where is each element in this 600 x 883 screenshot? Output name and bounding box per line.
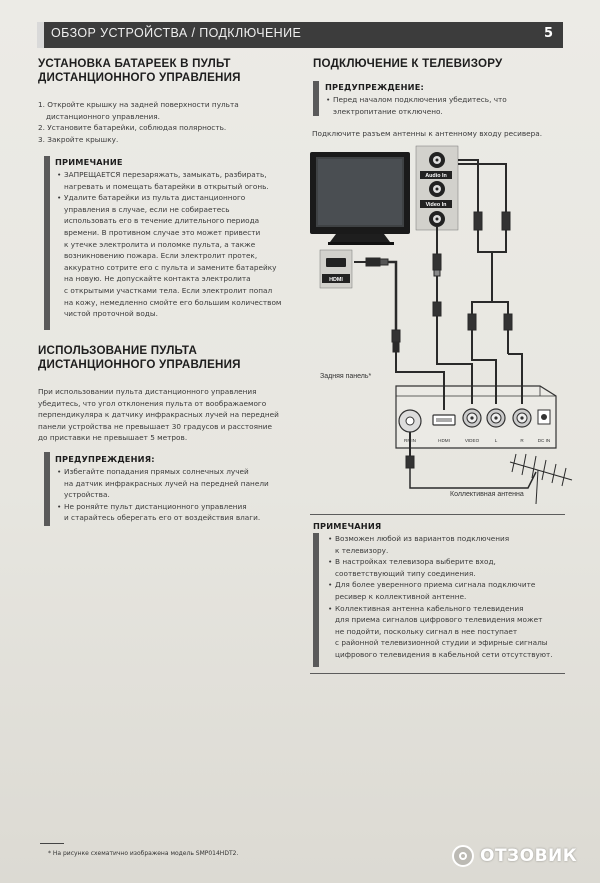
otzovik-wordmark: ОТЗОВИК: [480, 846, 578, 866]
battery-step-2: 2. Установите батарейки, соблюдая полярность.: [38, 123, 227, 133]
page-number: 5: [543, 26, 553, 41]
note-b1-l1: ЗАПРЕЩАЕТСЯ перезаряжать, замыкать, разбирать,: [64, 170, 267, 179]
battery-steps: [38, 99, 239, 145]
footnote: * На рисунке схематично изображена модель SMP014HDT2.: [48, 850, 239, 857]
video-cable: [433, 227, 441, 342]
notes-b2-l1: В настройках телевизора выберите вход,: [335, 557, 496, 567]
notes-bar: [313, 533, 319, 667]
tv-warning-bullet: • Перед началом подключения убедитесь, что электропитание отключено.: [326, 95, 507, 116]
battery-step-1b: дистанционного управления.: [46, 111, 160, 121]
tv-hdmi-label: HDMI: [329, 277, 343, 283]
warnings-heading: ПРЕДУПРЕЖДЕНИЯ:: [55, 454, 155, 464]
notes-b3-l2: ресивер к коллективной антенне.: [335, 591, 467, 601]
note-bullet-1: • ЗАПРЕЩАЕТСЯ перезаряжать, замыкать, разбирать, нагревать и помещать батарейки в открытый огонь.: [57, 169, 297, 192]
note-b2-l1: Удалите батарейки из пульта дистанционного: [64, 193, 246, 203]
warnings-bar: [44, 452, 50, 526]
battery-step-1: 1. Откройте крышку на задней поверхности пульта: [38, 100, 239, 109]
note-heading: ПРИМЕЧАНИЕ: [55, 157, 123, 167]
notes-bullet-1: • Возможен любой из вариантов подключения к телевизору.: [328, 533, 568, 556]
tv-heading: ПОДКЛЮЧЕНИЕ К ТЕЛЕВИЗОРУ: [313, 57, 503, 70]
header-accent: [37, 22, 44, 48]
note-b2-l8: на новую. Не допускайте контакта электролита: [64, 274, 251, 284]
port-dcin-label: DC IN: [537, 438, 551, 443]
tv-warn-l1: Перед началом подключения убедитесь, что: [333, 95, 507, 104]
notes-bottom-rule: [310, 673, 565, 674]
footnote-rule: [40, 843, 64, 844]
audio-cables: [458, 160, 512, 354]
video-in-label: Video In: [425, 202, 447, 208]
otzovik-watermark: [452, 843, 592, 871]
notes-bullet-4: • Коллективная антенна кабельного телевидения для приема сигналов цифрового телевидения может не подойти, поскольку сигнал в нее поступает с районной телевизионной студии и эфирные сигналы цифрового телевидения в кабельной сети отсутствуют.: [328, 603, 568, 661]
tv-av-panel: [416, 146, 458, 230]
notes-b3-l1: Для более уверенного приема сигнала подключите: [335, 580, 536, 590]
note-b2-l3: использовать его в течение длительного периода: [64, 216, 260, 226]
tv-warning-heading: ПРЕДУПРЕЖДЕНИЕ:: [325, 82, 424, 92]
remote-body-l2: убедитесь, что угол отклонения пульта от воображаемого: [38, 398, 267, 408]
remote-body-l4: панели устройства не превышает 30 градусов и расстояние: [38, 421, 273, 431]
remote-body: [38, 386, 300, 444]
notes-text: [328, 533, 568, 661]
notes-b1-l2: к телевизору.: [335, 545, 389, 555]
note-b2-l7: аккуратно сотрите его с пульта и замените батарейку: [64, 262, 277, 272]
port-r-label: R: [520, 438, 524, 443]
notes-b4-l1: Коллективная антенна кабельного телевидения: [335, 603, 524, 613]
battery-step-3: 3. Закройте крышку.: [38, 134, 119, 144]
note-bullet-2: • Удалите батарейки из пульта дистанционного управления в случае, если не собираетесь использовать его в течение длительного периода времени. В противном случае это может привести к утечке электролита и поломке пульта, а также возникновению пожара. Если электролит протек, аккуратно сотрите его с пульта и замените батарейку на новую. Не допускайте контакта электролита с открытыми участками тела. Если электролит попал на кожу, немедленно смойте его большим количеством чистой проточной воды.: [57, 192, 297, 320]
warn-b2-l1: Не роняйте пульт дистанционного управления: [64, 501, 247, 511]
warnings-bullet-2: • Не роняйте пульт дистанционного управления и старайтесь оберегать его от воздействия влаги.: [57, 501, 297, 524]
tv-hdmi-port: [320, 250, 352, 288]
note-bar: [44, 156, 50, 330]
remote-body-l5: до приставки не превышает 5 метров.: [38, 433, 188, 443]
warn-b1-l1: Избегайте попадания прямых солнечных лучей: [64, 467, 249, 476]
note-b2-l11: чистой проточной воды.: [64, 309, 158, 319]
notes-heading: ПРИМЕЧАНИЯ: [313, 521, 382, 531]
remote-heading-line2: ДИСТАНЦИОННОГО УПРАВЛЕНИЯ: [38, 358, 241, 371]
battery-heading: [38, 57, 241, 85]
note-b2-l6: возникновению пожара. Если электролит протек,: [64, 251, 258, 261]
rear-panel-label: Задняя панель*: [320, 373, 372, 380]
note-b2-l2: управления в случае, если не собираетесь: [64, 204, 230, 214]
warn-b2-l2: и старайтесь оберегать его от воздействия влаги.: [64, 513, 261, 523]
notes-bullet-2: • В настройках телевизора выберите вход, соответствующий типу соединения.: [328, 556, 568, 579]
tv-warning-bar: [313, 81, 319, 116]
port-rfin-label: RF IN: [404, 438, 416, 443]
battery-heading-line1: УСТАНОВКА БАТАРЕЕК В ПУЛЬТ: [38, 57, 231, 70]
warn-b1-l2: на датчик инфракрасных лучей на передней панели: [64, 478, 269, 488]
remote-heading-line1: ИСПОЛЬЗОВАНИЕ ПУЛЬТА: [38, 344, 198, 357]
otzovik-logo-icon: [452, 845, 474, 867]
note-b2-l5: к утечке электролита и поломке пульта, а также: [64, 239, 256, 249]
notes-b4-l3: не подойти, поскольку сигнал в нее поступает: [335, 626, 518, 636]
connection-diagram: [300, 142, 590, 510]
note-b2-l9: с открытыми участками тела. Если электролит попал: [64, 285, 273, 295]
section-title: ОБЗОР УСТРОЙСТВА / ПОДКЛЮЧЕНИЕ: [51, 26, 302, 40]
receiver-illustration: [396, 386, 556, 448]
port-l-label: L: [494, 438, 498, 443]
remote-body-l3: перпендикуляра к датчику инфракрасных лучей на передней: [38, 410, 279, 420]
tv-warn-l2: электропитание отключено.: [333, 106, 443, 116]
warn-b1-l3: устройства.: [64, 490, 110, 500]
notes-b4-l4: с районной телевизионной студии и эфирные сигналы: [335, 638, 548, 648]
notes-b4-l5: цифрового телевидения в кабельной сети отсутствуют.: [335, 649, 553, 659]
port-video-label: VIDEO: [464, 438, 480, 443]
audio-in-label: Audio In: [425, 173, 447, 179]
page-header: [37, 22, 563, 48]
tv-illustration: [310, 152, 410, 245]
remote-body-l1: При использовании пульта дистанционного управления: [38, 387, 257, 396]
notes-top-rule: [310, 514, 565, 515]
warnings-bullet-1: • Избегайте попадания прямых солнечных лучей на датчик инфракрасных лучей на передней панели устройства.: [57, 466, 297, 501]
notes-bullet-3: • Для более уверенного приема сигнала подключите ресивер к коллективной антенне.: [328, 579, 568, 602]
notes-b2-l2: соответствующий типу соединения.: [335, 568, 476, 578]
warnings-text: [57, 466, 297, 524]
notes-b1-l1: Возможен любой из вариантов подключения: [335, 534, 510, 543]
tv-warning-text: [326, 94, 507, 117]
note-b2-l10: на кожу, немедленно смойте его большим количеством: [64, 297, 282, 307]
note-b1-l2: нагревать и помещать батарейки в открытый огонь.: [64, 181, 269, 191]
remote-heading: [38, 344, 241, 372]
antenna-instruction: Подключите разъем антенны к антенному входу ресивера.: [312, 129, 543, 138]
note-text: [57, 169, 297, 320]
notes-b4-l2: для приема сигналов цифрового телевидения может: [335, 615, 543, 625]
battery-heading-line2: ДИСТАНЦИОННОГО УПРАВЛЕНИЯ: [38, 71, 241, 84]
note-b2-l4: времени. В противном случае это может привести: [64, 227, 261, 237]
port-hdmi-label: HDMI: [438, 438, 450, 443]
antenna-label: Коллективная антенна: [450, 491, 524, 498]
